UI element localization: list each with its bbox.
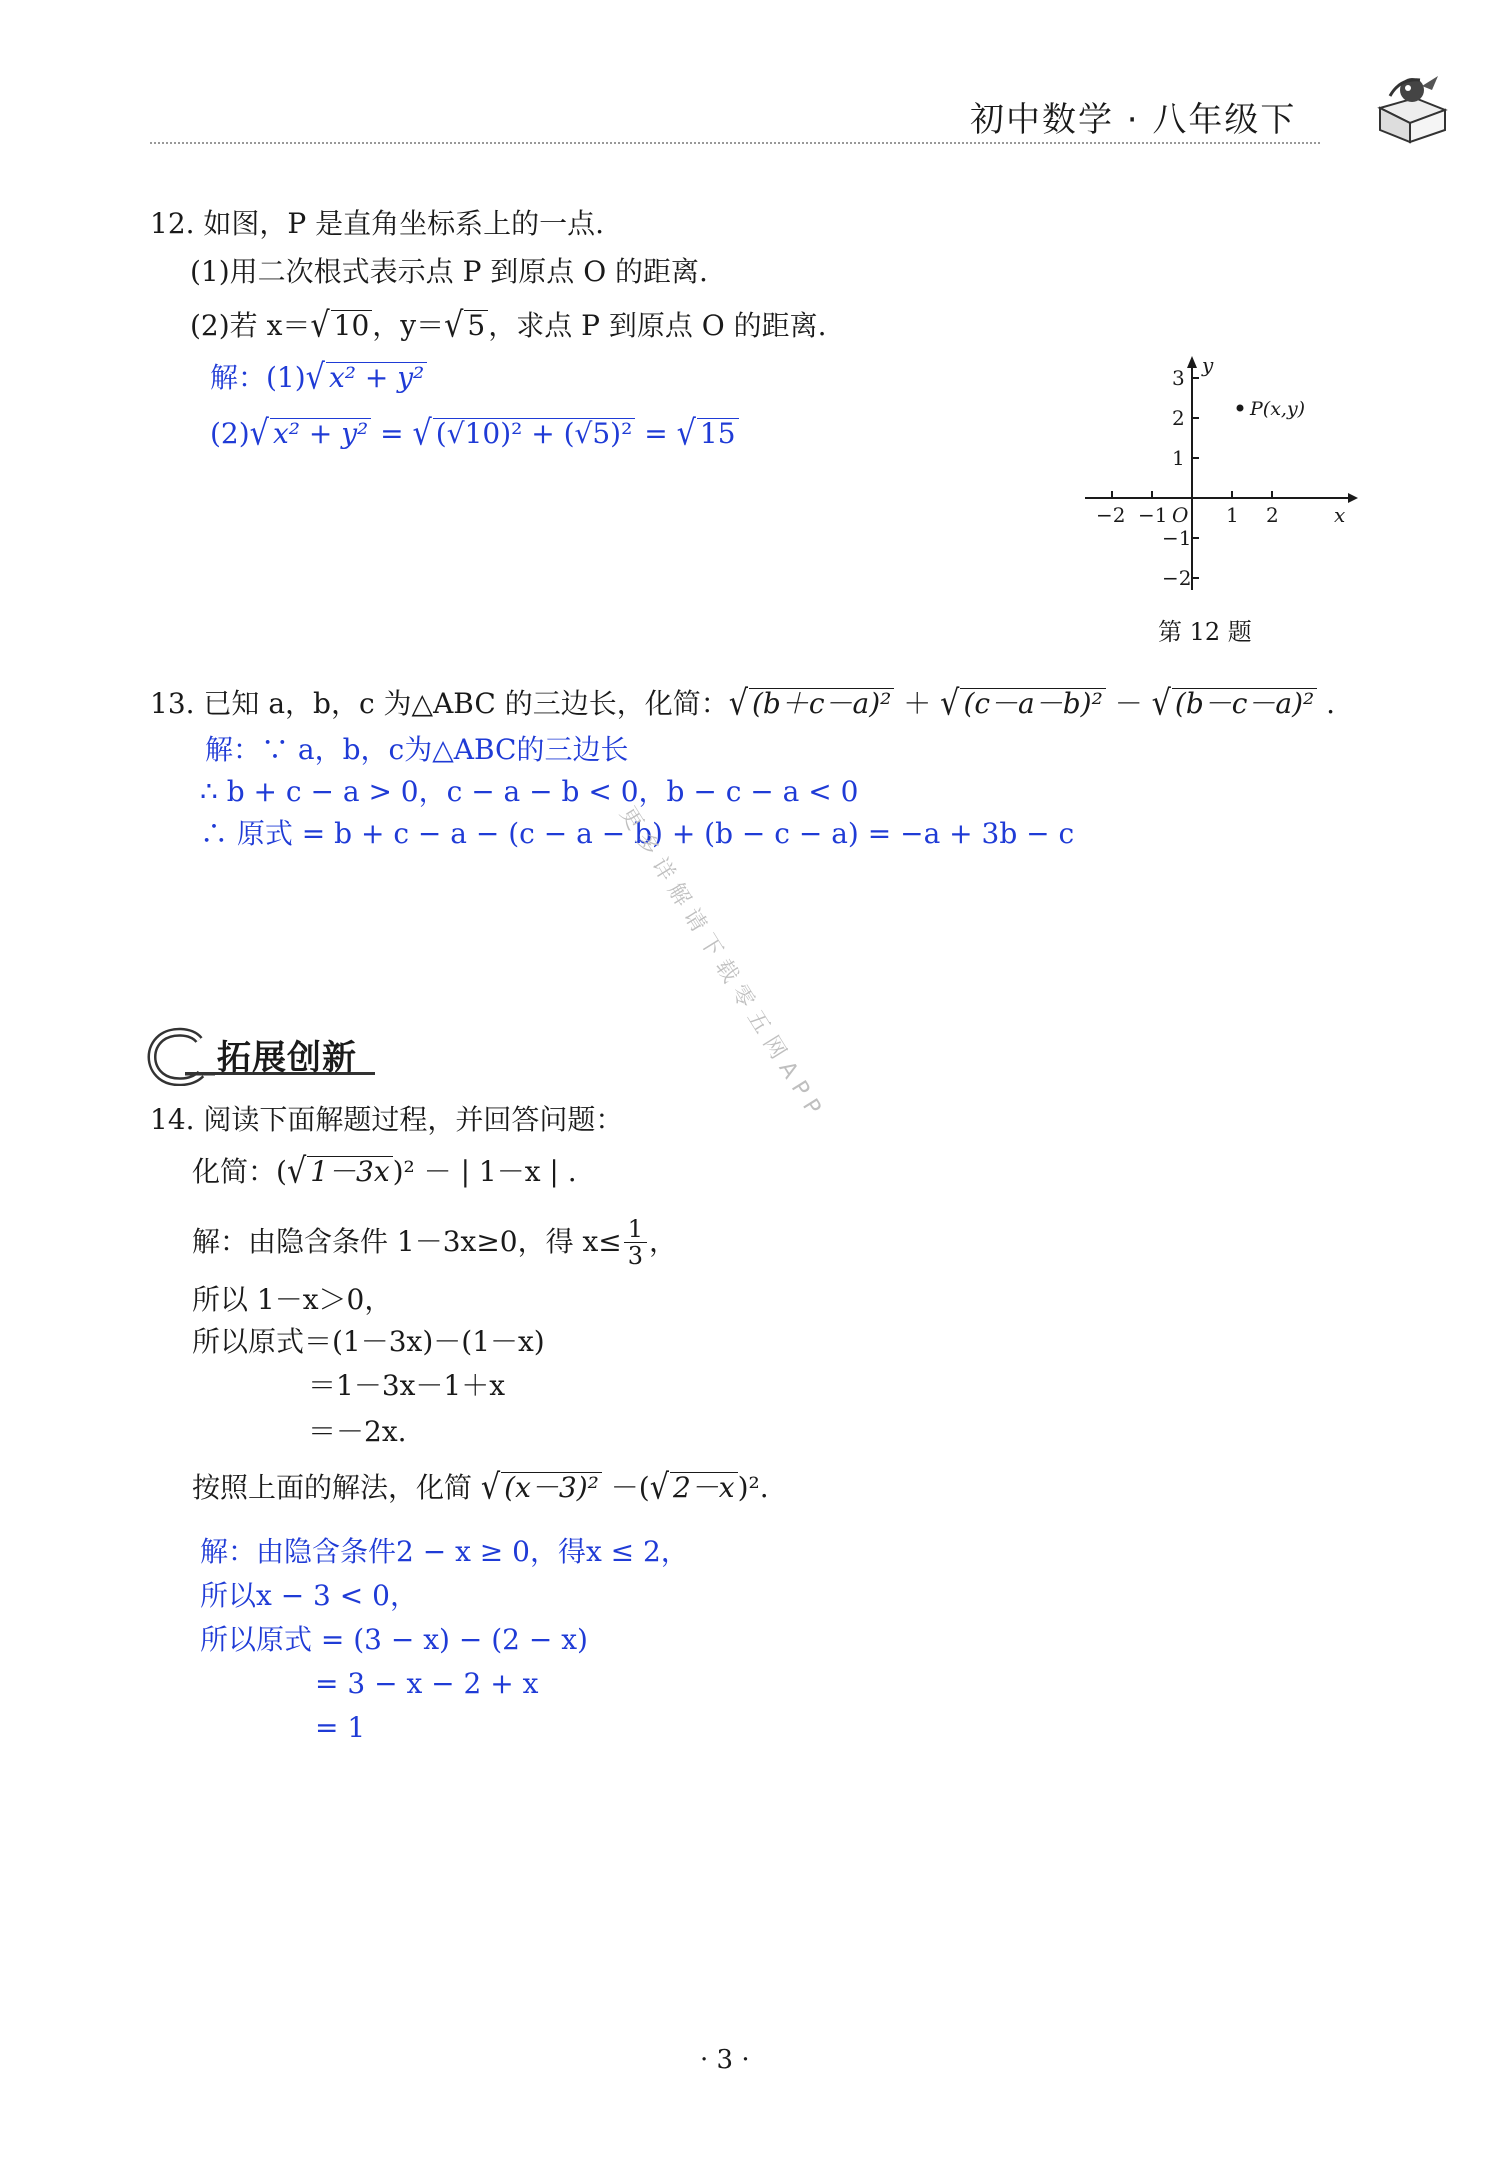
q13-radical-2: (c－a－b)² (960, 688, 1105, 719)
point-p-label: P(x,y) (1250, 398, 1306, 420)
q13-radical-1: (b＋c－a)² (749, 688, 894, 719)
q12-answer-2-radicand-3: 15 (697, 418, 739, 449)
q14-answer-2: 所以x − 3 < 0， (200, 1579, 418, 1612)
origin-label: O (1172, 503, 1189, 527)
y-tick-2: 2 (1172, 406, 1185, 430)
q14-line-7-suffix: )². (737, 1471, 769, 1504)
q12-part2-radicand-1: 10 (331, 310, 373, 341)
q14-line-7-radicand-1: (x－3)² (501, 1472, 602, 1503)
q14-answer-4: = 3 − x − 2 + x (315, 1667, 539, 1700)
q14-line-1-prefix: 化简：( (192, 1155, 287, 1188)
y-tick-neg2: −2 (1162, 566, 1192, 590)
q12-answer-1-prefix: 解：(1) (210, 361, 306, 394)
q12-answer-2-radicand-1: x² + y² (270, 418, 371, 449)
q12-stem: 12. 如图，P 是直角坐标系上的一点. (150, 207, 605, 240)
q14-line-7-prefix: 按照上面的解法，化简 (192, 1471, 481, 1504)
q14-line-5: ＝1－3x－1＋x (308, 1369, 506, 1402)
watermark: 更多详解请下载零五网APP (614, 802, 830, 1126)
q14-line-7-radicand-2: 2－x (670, 1472, 738, 1503)
q13-end: . (1317, 687, 1336, 720)
q14-fraction-denominator: 3 (627, 1241, 644, 1270)
q12-part1: (1)用二次根式表示点 P 到原点 O 的距离. (190, 255, 708, 288)
q13-stem: 13. 已知 a，b，c 为△ABC 的三边长，化简：√ (b＋c－a)² ＋ √ (c－a－b)² － √ (b－c－a)² . (150, 683, 1336, 724)
q12-coordinate-figure (1080, 350, 1360, 610)
y-tick-1: 1 (1172, 446, 1185, 470)
q12-answer-2-eq: = (371, 417, 413, 450)
mascot-illustration (1360, 68, 1460, 144)
q12-part2-mid: ，y＝ (372, 309, 445, 342)
q12-answer-1-radicand: x² + y² (326, 362, 427, 393)
q13-answer-3: ∴ 原式 = b + c − a − (c − a − b) + (b − c − a) = −a + 3b − c (200, 817, 1075, 850)
section-title: 拓展创新 (217, 1038, 357, 1078)
x-tick-neg2: −2 (1096, 503, 1126, 527)
q13-minus: － (1105, 687, 1152, 720)
q13-answer-2: ∴ b + c − a > 0，c − a − b < 0，b − c − a < 0 (200, 775, 859, 808)
header-title: 初中数学 · 八年级下 (970, 100, 1297, 140)
q12-answer-1: 解：(1)√ x² + y² (210, 358, 427, 398)
q12-answer-2: (2)√ x² + y² = √ (√10)² + (√5)² = √ 15 (210, 414, 739, 454)
q14-answer-3: 所以原式 = (3 − x) − (2 − x) (200, 1623, 588, 1656)
q14-fraction (624, 1216, 647, 1269)
q12-answer-2-eq2: = (635, 417, 677, 450)
q13-answer-1: 解：∵ a，b，c为△ABC的三边长 (205, 733, 629, 766)
q14-stem: 14. 阅读下面解题过程，并回答问题： (150, 1103, 624, 1136)
q13-stem-prefix: 13. 已知 a，b，c 为△ABC 的三边长，化简： (150, 687, 729, 720)
q12-part2: (2)若 x＝√ 10 ，y＝√ 5 ，求点 P 到原点 O 的距离. (190, 305, 827, 346)
y-tick-3: 3 (1172, 366, 1185, 390)
q12-part2-prefix: (2)若 x＝ (190, 309, 311, 342)
section-badge (145, 1026, 375, 1086)
x-axis-arrow (1348, 493, 1358, 503)
q14-line-1-radicand: 1－3x (307, 1156, 392, 1187)
section-badge-c-icon (145, 1026, 215, 1086)
q13-radical-3: (b－c－a)² (1172, 688, 1317, 719)
q14-line-4: 所以原式＝(1－3x)－(1－x) (192, 1325, 545, 1358)
q13-plus: ＋ (894, 687, 941, 720)
point-p (1237, 405, 1244, 412)
x-tick-1: 1 (1226, 503, 1239, 527)
q14-fraction-numerator: 1 (624, 1216, 647, 1243)
q12-part2-radicand-2: 5 (464, 310, 488, 341)
q14-answer-5: = 1 (315, 1711, 366, 1744)
q14-answer-1: 解：由隐含条件2 − x ≥ 0，得x ≤ 2， (200, 1535, 689, 1568)
q14-line-6: ＝－2x. (308, 1415, 407, 1448)
q14-line-2 (192, 1210, 677, 1274)
q14-line-2-prefix: 解：由隐含条件 1－3x≥0，得 x≤ (192, 1225, 622, 1258)
page-number: · 3 · (700, 2045, 750, 2075)
q12-answer-2-radicand-2: (√10)² + (√5)² (433, 418, 636, 449)
q14-line-7: 按照上面的解法，化简 √ (x－3)² －(√ 2－x )². (192, 1467, 769, 1508)
x-axis-label: x (1334, 503, 1346, 527)
q14-line-7-mid: －( (601, 1471, 650, 1504)
y-axis-arrow (1187, 356, 1197, 368)
x-tick-2: 2 (1266, 503, 1279, 527)
q12-answer-2-prefix: (2) (210, 417, 250, 450)
q14-line-1-suffix: )² － | 1－x | . (392, 1155, 577, 1188)
header-divider (150, 142, 1320, 144)
q12-figure-caption: 第 12 题 (1158, 618, 1252, 646)
q14-line-2-suffix: ， (649, 1225, 678, 1258)
q12-part2-suffix: ，求点 P 到原点 O 的距离. (488, 309, 827, 342)
q14-line-1: 化简：(√ 1－3x )² － | 1－x | . (192, 1151, 577, 1192)
y-tick-neg1: −1 (1162, 526, 1192, 550)
q14-line-3: 所以 1－x＞0， (192, 1283, 393, 1316)
y-axis-label: y (1202, 353, 1214, 377)
x-tick-neg1: −1 (1138, 503, 1168, 527)
